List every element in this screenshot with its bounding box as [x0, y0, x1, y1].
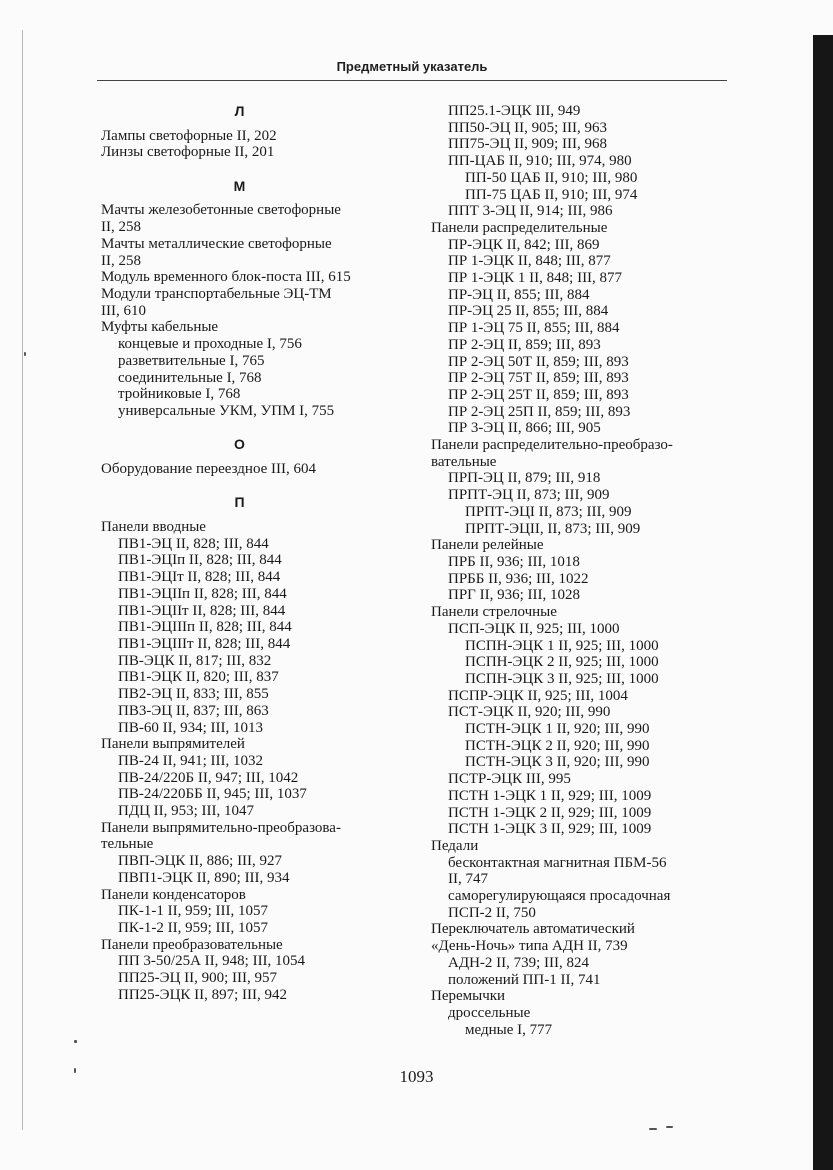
index-subentry: тройниковые I, 768 — [118, 386, 241, 403]
index-subentry: ПРБ II, 936; III, 1018 — [448, 553, 580, 570]
index-subentry: дроссельные — [448, 1004, 531, 1021]
index-entry: Панели вводные — [101, 519, 206, 536]
index-subentry: ПК-1-1 II, 959; III, 1057 — [118, 903, 268, 920]
scan-speck — [649, 1128, 657, 1130]
index-subentry: ПВ1-ЭЦIIп II, 828; III, 844 — [118, 585, 287, 602]
index-subsubentry: ПСПН-ЭЦК 1 II, 925; III, 1000 — [465, 637, 659, 654]
index-entry: Педали — [431, 837, 479, 854]
index-entry: Мачты железобетонные светофорные — [101, 202, 341, 219]
index-entry: Муфты кабельные — [101, 319, 219, 336]
index-entry: III, 610 — [101, 302, 146, 319]
index-subentry: ПВ-24/220ББ II, 945; III, 1037 — [118, 786, 307, 803]
index-subentry: ПР 1-ЭЦК II, 848; III, 877 — [448, 253, 611, 270]
index-subentry: ПП25-ЭЦК II, 897; III, 942 — [118, 986, 288, 1003]
running-header: Предметный указатель — [336, 59, 488, 74]
index-subentry: положений ПП-1 II, 741 — [448, 971, 601, 988]
index-subentry: ПР-ЭЦ II, 855; III, 884 — [448, 286, 590, 303]
index-subentry: ПП 3-50/25А II, 948; III, 1054 — [118, 953, 306, 970]
index-entry: Линзы светофорные II, 201 — [101, 144, 275, 161]
index-subentry: ПП75-ЭЦ II, 909; III, 968 — [448, 136, 608, 153]
index-subsubentry: ПСПН-ЭЦК 3 II, 925; III, 1000 — [465, 670, 659, 687]
index-subentry: ПР 2-ЭЦ 75Т II, 859; III, 893 — [448, 370, 629, 387]
index-subentry: ПР 2-ЭЦ II, 859; III, 893 — [448, 336, 601, 353]
section-letter: М — [233, 177, 246, 194]
index-subsubentry: ПСТН-ЭЦК 3 II, 920; III, 990 — [465, 754, 650, 771]
index-subsubentry: ПСТН-ЭЦК 1 II, 920; III, 990 — [465, 721, 650, 738]
index-subentry: ПВ1-ЭЦIп II, 828; III, 844 — [118, 552, 282, 569]
index-entry: II, 258 — [101, 219, 141, 236]
section-letter: Л — [234, 103, 245, 119]
index-subentry: ПСТР-ЭЦК III, 995 — [448, 771, 571, 788]
index-entry: Панели выпрямителей — [101, 736, 245, 753]
left-column — [101, 103, 406, 1003]
index-subentry: ПВ3-ЭЦ II, 837; III, 863 — [118, 702, 269, 719]
index-subentry: ПВ1-ЭЦIIт II, 828; III, 844 — [118, 602, 286, 619]
index-subentry: ПР 3-ЭЦ II, 866; III, 905 — [448, 420, 601, 437]
index-subentry: ПРГ II, 936; III, 1028 — [448, 587, 580, 604]
section-letter: П — [234, 494, 245, 511]
index-subsubentry: ПСТН-ЭЦК 2 II, 920; III, 990 — [465, 737, 650, 754]
index-entry: Панели стрелочные — [431, 604, 557, 621]
index-subentry: ПР 2-ЭЦ 50Т II, 859; III, 893 — [448, 353, 629, 370]
scan-dark-edge — [813, 35, 833, 1170]
index-subentry: ПВ-60 II, 934; III, 1013 — [118, 719, 263, 736]
index-entry: Панели выпрямительно-преобразова- — [101, 819, 341, 836]
index-subentry: ПСТН 1-ЭЦК 1 II, 929; III, 1009 — [448, 787, 652, 804]
index-subentry: ПРПТ-ЭЦ II, 873; III, 909 — [448, 487, 610, 504]
index-entry: тельные — [101, 836, 154, 853]
index-subentry: ПВ1-ЭЦIIIт II, 828; III, 844 — [118, 635, 291, 652]
index-subentry: ПВ1-ЭЦ II, 828; III, 844 — [118, 535, 269, 552]
index-subentry: бесконтактная магнитная ПБМ-56 — [448, 854, 667, 871]
right-column — [431, 103, 731, 1038]
index-entry: Панели конденсаторов — [101, 886, 246, 903]
index-subentry: ПК-1-2 II, 959; III, 1057 — [118, 919, 268, 936]
page-number: 1093 — [399, 1067, 434, 1086]
index-entry: Лампы светофорные II, 202 — [101, 127, 277, 144]
index-subentry: соединительные I, 768 — [118, 369, 262, 386]
index-subentry: универсальные УКМ, УПМ I, 755 — [118, 402, 335, 419]
index-subentry: саморегулирующаяся просадочная — [448, 888, 671, 905]
index-subentry: ПВ-24/220Б II, 947; III, 1042 — [118, 769, 299, 786]
scan-speck — [24, 352, 26, 356]
index-subentry: ПРББ II, 936; III, 1022 — [448, 570, 589, 587]
index-subentry: ПВ1-ЭЦIIIп II, 828; III, 844 — [118, 619, 292, 636]
scan-speck — [666, 1126, 673, 1128]
index-subentry: ПР 2-ЭЦ 25П II, 859; III, 893 — [448, 403, 631, 420]
index-subentry: ПР 2-ЭЦ 25Т II, 859; III, 893 — [448, 386, 629, 403]
index-subentry: ПСТН 1-ЭЦК 2 II, 929; III, 1009 — [448, 804, 652, 821]
index-subentry: ПП25.1-ЭЦК III, 949 — [448, 103, 581, 119]
index-subentry: ПВП-ЭЦК II, 886; III, 927 — [118, 853, 283, 870]
index-subentry: ПП25-ЭЦ II, 900; III, 957 — [118, 970, 278, 987]
index-subentry: ПР-ЭЦ 25 II, 855; III, 884 — [448, 303, 609, 320]
index-subentry: II, 747 — [448, 871, 488, 888]
index-subentry: ПР 1-ЭЦ 75 II, 855; III, 884 — [448, 320, 620, 337]
index-subentry: ПСПР-ЭЦК II, 925; III, 1004 — [448, 687, 628, 704]
index-subentry: ПВ-ЭЦК II, 817; III, 832 — [118, 652, 272, 669]
index-entry: II, 258 — [101, 252, 141, 269]
index-subentry: концевые и проходные I, 756 — [118, 336, 302, 353]
index-subentry: разветвительные I, 765 — [118, 352, 265, 369]
index-subentry: ПП-ЦАБ II, 910; III, 974, 980 — [448, 153, 632, 170]
index-subentry: ПП50-ЭЦ II, 905; III, 963 — [448, 119, 608, 136]
index-subsubentry: ПРПТ-ЭЦI II, 873; III, 909 — [465, 503, 632, 520]
index-entry: Панели распределительно-преобразо- — [431, 437, 673, 454]
index-subsubentry: ПРПТ-ЭЦII, II, 873; III, 909 — [465, 520, 641, 537]
index-subentry: ПСТ-ЭЦК II, 920; III, 990 — [448, 704, 611, 721]
index-subentry: ПСП-2 II, 750 — [448, 904, 536, 921]
index-entry: Модули транспортабельные ЭЦ-ТМ — [101, 285, 332, 302]
index-subentry: ПСП-ЭЦК II, 925; III, 1000 — [448, 620, 620, 637]
section-letter: О — [234, 436, 245, 453]
scan-speck — [74, 1040, 77, 1043]
index-subsubentry: ПП-50 ЦАБ II, 910; III, 980 — [465, 169, 638, 186]
scan-speck — [74, 1068, 76, 1073]
index-subsubentry: ПП-75 ЦАБ II, 910; III, 974 — [465, 186, 638, 203]
index-entry: Перемычки — [431, 988, 506, 1005]
index-subentry: ПСТН 1-ЭЦК 3 II, 929; III, 1009 — [448, 821, 652, 838]
header-rule — [97, 80, 727, 81]
index-subentry: ПВ-24 II, 941; III, 1032 — [118, 752, 263, 769]
index-entry: Панели распределительные — [431, 219, 608, 236]
index-subentry: ПР-ЭЦК II, 842; III, 869 — [448, 236, 600, 253]
index-entry: Панели преобразовательные — [101, 936, 283, 953]
index-subentry: АДН-2 II, 739; III, 824 — [448, 954, 590, 971]
index-entry: «День-Ночь» типа АДН II, 739 — [431, 938, 628, 955]
index-subentry: ПР 1-ЭЦК 1 II, 848; III, 877 — [448, 270, 623, 287]
index-subentry: ППТ 3-ЭЦ II, 914; III, 986 — [448, 203, 613, 220]
index-entry: Оборудование переездное III, 604 — [101, 460, 317, 477]
index-subentry: ПВ2-ЭЦ II, 833; III, 855 — [118, 686, 269, 703]
index-subentry: ПВ1-ЭЦК II, 820; III, 837 — [118, 669, 279, 686]
index-entry: Переключатель автоматический — [431, 921, 635, 938]
index-subsubentry: ПСПН-ЭЦК 2 II, 925; III, 1000 — [465, 654, 659, 671]
index-entry: Панели релейные — [431, 537, 544, 554]
index-subentry: ПВ1-ЭЦIт II, 828; III, 844 — [118, 569, 281, 586]
index-subsubentry: медные I, 777 — [465, 1021, 553, 1038]
index-entry: Модуль временного блок-поста III, 615 — [101, 269, 351, 286]
index-subentry: ПРП-ЭЦ II, 879; III, 918 — [448, 470, 601, 487]
index-entry: вательные — [431, 453, 497, 470]
index-subentry: ПВП1-ЭЦК II, 890; III, 934 — [118, 869, 290, 886]
binding-margin-line — [22, 30, 23, 1130]
index-subentry: ПДЦ II, 953; III, 1047 — [118, 803, 255, 820]
index-entry: Мачты металлические светофорные — [101, 235, 332, 252]
